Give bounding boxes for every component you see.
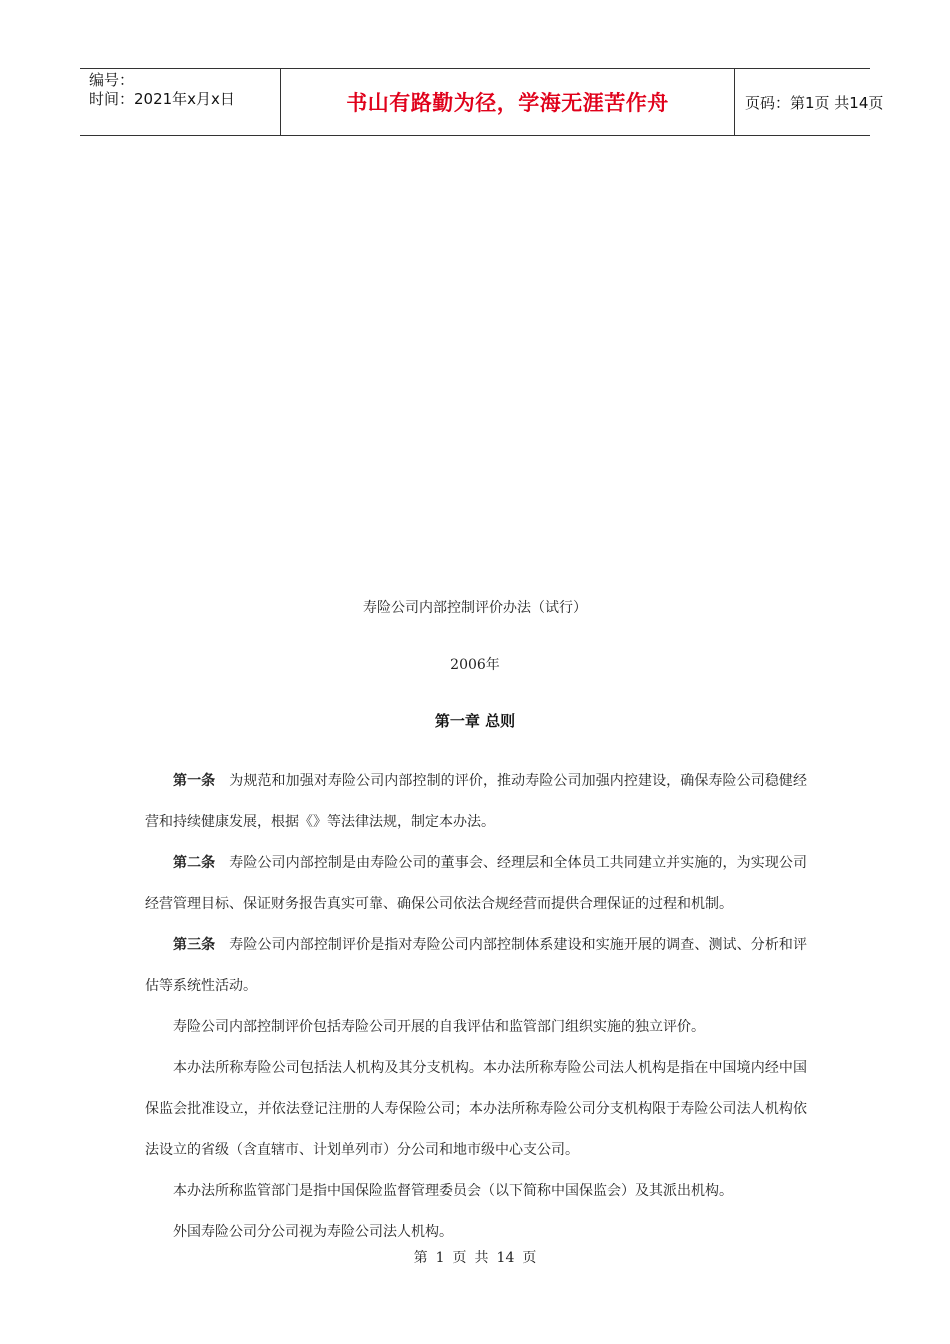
- document-year: 2006年: [450, 657, 500, 673]
- footer-page-total: 14: [496, 1250, 515, 1266]
- document-body: [145, 761, 807, 1253]
- body-paragraph: [145, 1048, 807, 1171]
- header-motto: 书山有路勤为径，学海无涯苦作舟: [346, 91, 669, 115]
- document-header: [80, 68, 884, 136]
- header-meta: [80, 69, 281, 135]
- footer-page-current: 1: [435, 1250, 445, 1266]
- article-number: 第三条: [173, 937, 216, 953]
- article-number: 第二条: [173, 855, 216, 871]
- footer-suffix: 页: [522, 1250, 537, 1266]
- footer-total-prefix: 共: [474, 1250, 489, 1266]
- footer-prefix: 第: [413, 1250, 428, 1266]
- paragraph-text: 本办法所称寿险公司包括法人机构及其分支机构。本办法所称寿险公司法人机构是指在中国境内经中国保监会批准设立，并依法登记注册的人寿保险公司；本办法所称寿险公司分支机构限于寿险公司法人机构依法设立的省级（含直辖市、计划单列市）分公司和地市级中心支公司。: [145, 1060, 807, 1158]
- time-label: 时间：2021年x月x日: [89, 90, 235, 108]
- article-paragraph: [145, 925, 807, 1007]
- chapter-heading: 第一章 总则: [434, 712, 516, 730]
- header-page-info: 页码：第1页 共14页: [745, 93, 884, 112]
- footer-mid: 页: [452, 1250, 467, 1266]
- paragraph-text: 外国寿险公司分公司视为寿险公司法人机构。: [173, 1224, 453, 1240]
- article-number: 第一条: [173, 773, 216, 789]
- article-text: 寿险公司内部控制评价是指对寿险公司内部控制体系建设和实施开展的调查、测试、分析和评估等系统性活动。: [145, 937, 807, 994]
- body-paragraph: [145, 1171, 807, 1212]
- paragraph-text: 寿险公司内部控制评价包括寿险公司开展的自我评估和监管部门组织实施的独立评价。: [173, 1019, 705, 1035]
- article-text: 为规范和加强对寿险公司内部控制的评价，推动寿险公司加强内控建设，确保寿险公司稳健经营和持续健康发展，根据《》等法律法规，制定本办法。: [145, 773, 807, 830]
- document-title: 寿险公司内部控制评价办法（试行）: [363, 600, 587, 616]
- article-text: 寿险公司内部控制是由寿险公司的董事会、经理层和全体员工共同建立并实施的，为实现公司经营管理目标、保证财务报告真实可靠、确保公司依法合规经营而提供合理保证的过程和机制。: [145, 855, 807, 912]
- header-motto-cell: [281, 69, 735, 135]
- article-paragraph: [145, 843, 807, 925]
- article-paragraph: [145, 761, 807, 843]
- serial-label: 编号：: [89, 71, 135, 89]
- paragraph-text: 本办法所称监管部门是指中国保险监督管理委员会（以下简称中国保监会）及其派出机构。: [173, 1183, 733, 1199]
- page-footer: [0, 1247, 950, 1267]
- body-paragraph: [145, 1007, 807, 1048]
